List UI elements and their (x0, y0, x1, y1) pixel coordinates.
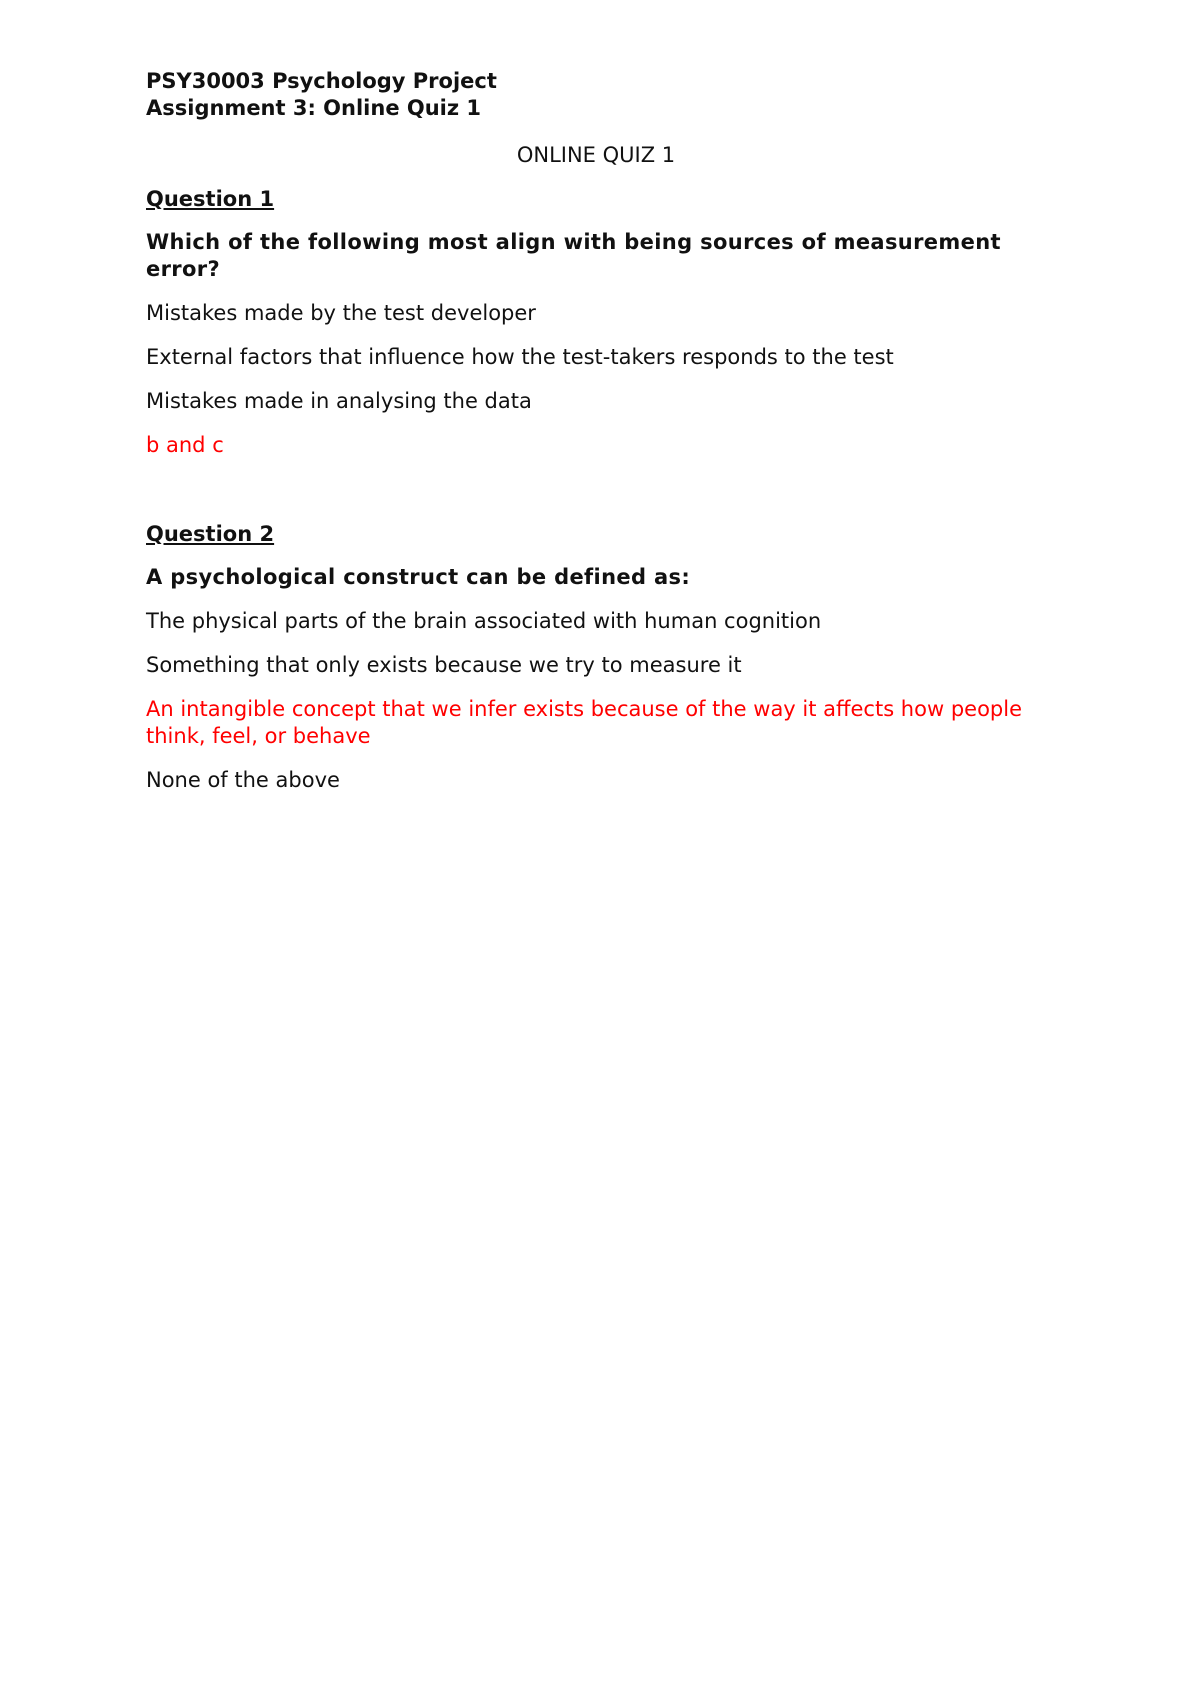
correct-answer-option: b and c (146, 433, 224, 457)
correct-answer-option: An intangible concept that we infer exists because of the way it affects how people think, feel, or behave (146, 697, 1023, 748)
answer-options (146, 300, 1046, 459)
answer-option: Mistakes made in analysing the data (146, 389, 532, 413)
document-content (146, 68, 1046, 794)
question-heading: Question 1 (146, 187, 275, 211)
quiz-title: ONLINE QUIZ 1 (516, 143, 676, 167)
answer-option: The physical parts of the brain associated with human cognition (146, 609, 822, 633)
question-2 (146, 521, 1046, 794)
question-text: A psychological construct can be defined as: (146, 565, 691, 589)
answer-option: Mistakes made by the test developer (146, 301, 536, 325)
question-text: Which of the following most align with being sources of measurement error? (146, 230, 1001, 281)
assignment-title: Assignment 3: Online Quiz 1 (146, 96, 482, 120)
answer-options (146, 608, 1046, 794)
answer-option: External factors that influence how the test-takers responds to the test (146, 345, 894, 369)
answer-option: Something that only exists because we try to measure it (146, 653, 742, 677)
question-heading: Question 2 (146, 522, 275, 546)
course-title: PSY30003 Psychology Project (146, 69, 497, 93)
question-1 (146, 186, 1046, 459)
answer-option: None of the above (146, 768, 340, 792)
